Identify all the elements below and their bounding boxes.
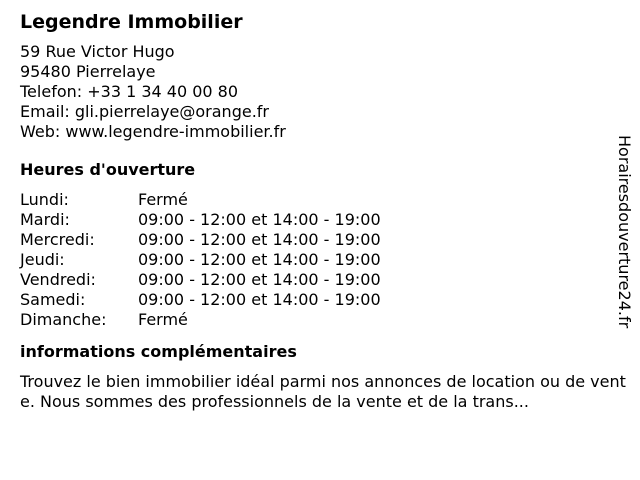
web-line: Web: www.legendre-immobilier.fr [20, 122, 286, 141]
address-street: 59 Rue Victor Hugo [20, 42, 175, 61]
hours-row-dimanche [20, 310, 632, 330]
hours-time: Fermé [138, 190, 188, 209]
hours-row-vendredi [20, 270, 632, 290]
hours-table [20, 190, 632, 330]
hours-day: Jeudi: [20, 250, 65, 269]
hours-day: Lundi: [20, 190, 69, 209]
email-line: Email: gli.pierrelaye@orange.fr [20, 102, 269, 121]
hours-day: Mercredi: [20, 230, 95, 249]
hours-row-lundi [20, 190, 632, 210]
business-card [20, 10, 632, 412]
address-city: 95480 Pierrelaye [20, 62, 156, 81]
hours-time: Fermé [138, 310, 188, 329]
hours-time: 09:00 - 12:00 et 14:00 - 19:00 [138, 230, 381, 249]
hours-day: Samedi: [20, 290, 86, 309]
hours-day: Dimanche: [20, 310, 107, 329]
hours-time: 09:00 - 12:00 et 14:00 - 19:00 [138, 290, 381, 309]
hours-day: Vendredi: [20, 270, 96, 289]
business-name: Legendre Immobilier [20, 11, 243, 33]
hours-row-mardi [20, 210, 632, 230]
hours-row-mercredi [20, 230, 632, 250]
hours-time: 09:00 - 12:00 et 14:00 - 19:00 [138, 210, 381, 229]
site-watermark: Horairesdouverture24.fr [615, 135, 634, 329]
hours-row-samedi [20, 290, 632, 310]
info-heading: informations complémentaires [20, 342, 297, 361]
hours-time: 09:00 - 12:00 et 14:00 - 19:00 [138, 270, 381, 289]
hours-heading: Heures d'ouverture [20, 160, 196, 179]
info-description: Trouvez le bien immobilier idéal parmi nos annonces de location ou de vente. Nous sommes des professionnels de la vente et de la trans... [20, 372, 626, 411]
hours-row-jeudi [20, 250, 632, 270]
hours-day: Mardi: [20, 210, 70, 229]
phone-line: Telefon: +33 1 34 40 00 80 [20, 82, 239, 101]
hours-time: 09:00 - 12:00 et 14:00 - 19:00 [138, 250, 381, 269]
